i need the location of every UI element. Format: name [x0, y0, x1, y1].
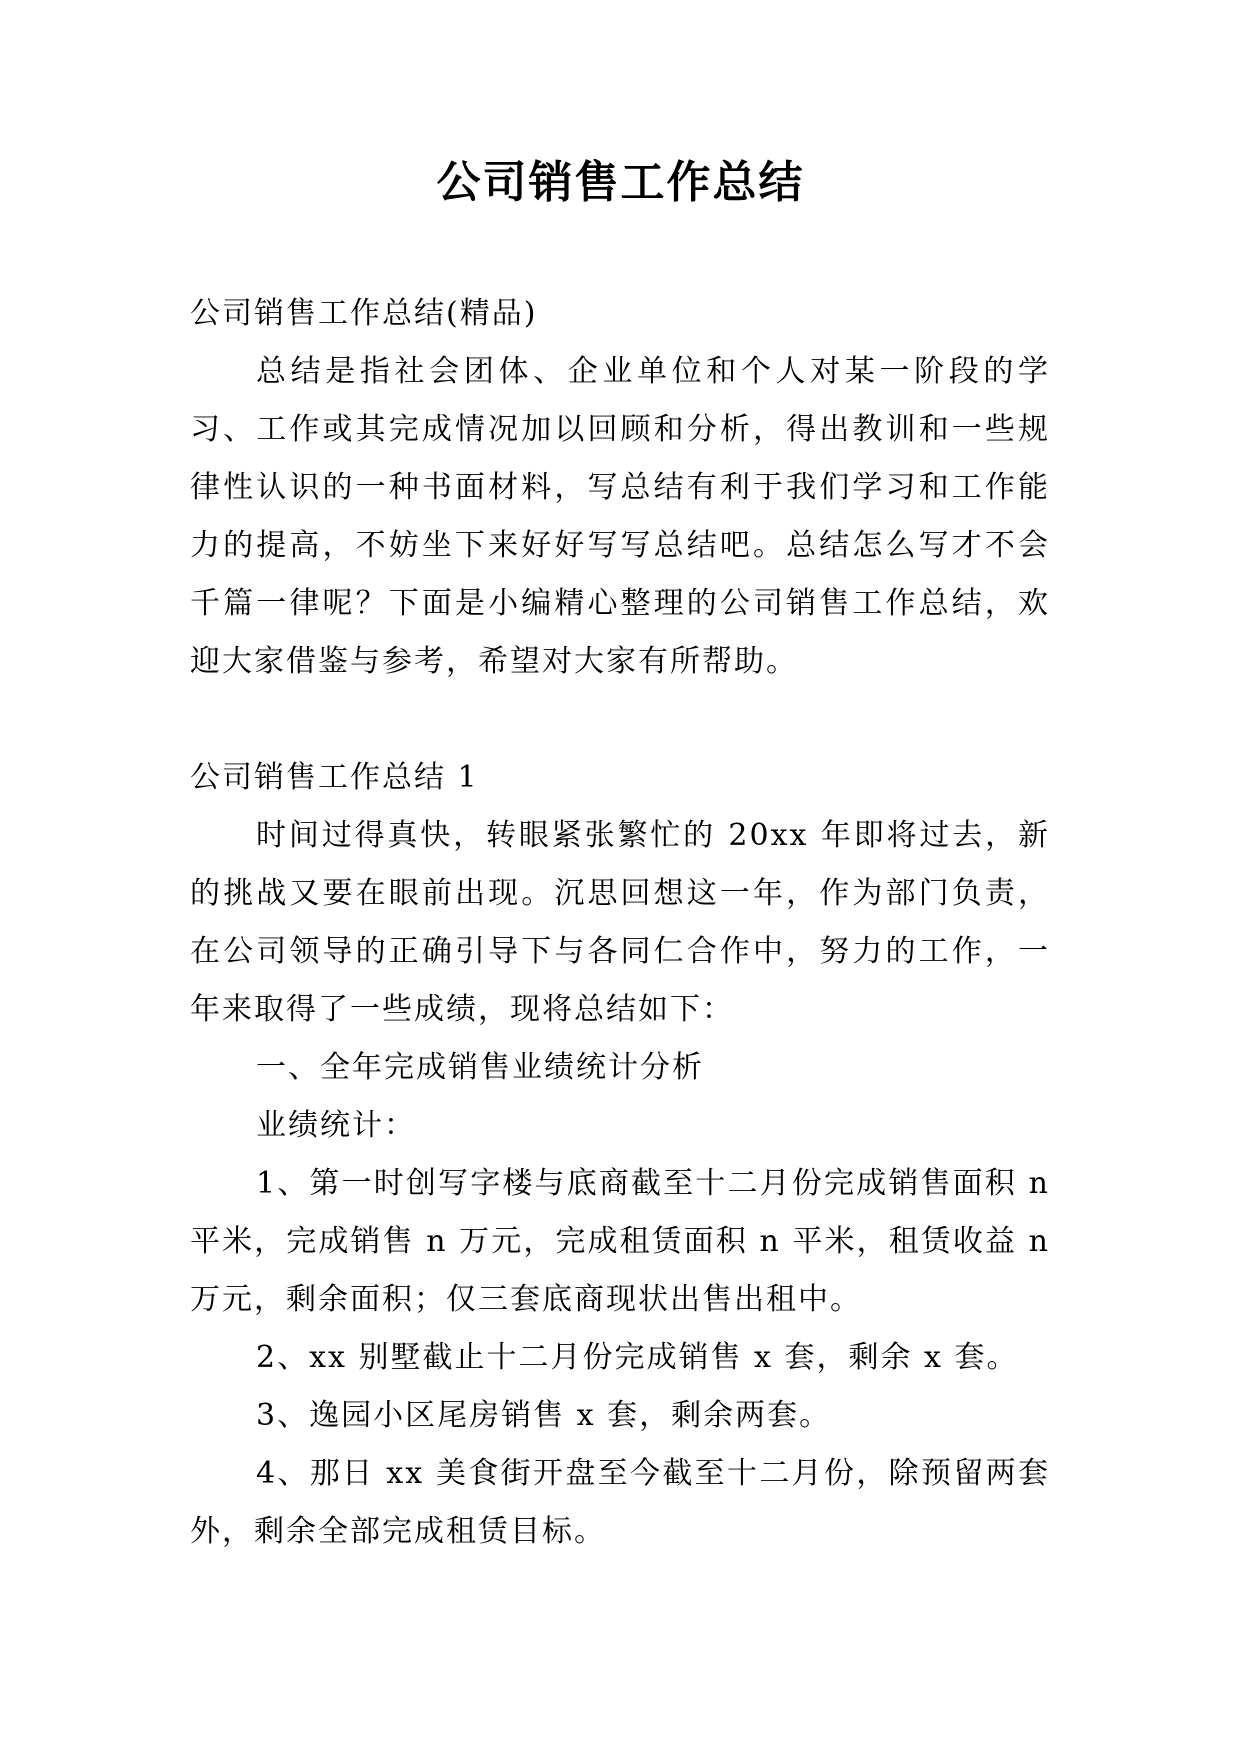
document-title: 公司销售工作总结	[436, 157, 805, 208]
stats-item-1: 1、第一时创写字楼与底商截至十二月份完成销售面积 n 平米，完成销售 n 万元，完成租赁面积 n 平米，租赁收益 n 万元，剩余面积；仅三套底商现状出售出租中。	[190, 1166, 1050, 1317]
stats-item-3: 3、逸园小区尾房销售 x 套，剩余两套。	[256, 1398, 832, 1433]
stats-label: 业绩统计：	[256, 1108, 416, 1143]
intro-subtitle: 公司销售工作总结(精品)	[190, 296, 538, 331]
intro-paragraph: 总结是指社会团体、企业单位和个人对某一阶段的学习、工作或其完成情况加以回顾和分析，得出教训和一些规律性认识的一种书面材料，写总结有利于我们学习和工作能力的提高，不妨坐下来好好写写总结吧。总结怎么写才不会千篇一律呢？下面是小编精心整理的公司销售工作总结，欢迎大家借鉴与参考，希望对大家有所帮助。	[190, 354, 1050, 679]
section-spacer	[190, 691, 1050, 749]
stats-item-4: 4、那日 xx 美食街开盘至今截至十二月份，除预留两套外，剩余全部完成租赁目标。	[190, 1456, 1050, 1549]
section1-paragraph: 时间过得真快，转眼紧张繁忙的 20xx 年即将过去，新的挑战又要在眼前出现。沉思回想这一年，作为部门负责，在公司领导的正确引导下与各同仁合作中，努力的工作，一年来取得了一些成绩，现将总结如下：	[190, 818, 1050, 1027]
stats-item-2: 2、xx 别墅截止十二月份完成销售 x 套，剩余 x 套。	[256, 1340, 1019, 1375]
section1-heading: 公司销售工作总结 1	[190, 760, 479, 795]
document-body	[190, 285, 1050, 1561]
section1-subheading: 一、全年完成销售业绩统计分析	[256, 1050, 704, 1085]
